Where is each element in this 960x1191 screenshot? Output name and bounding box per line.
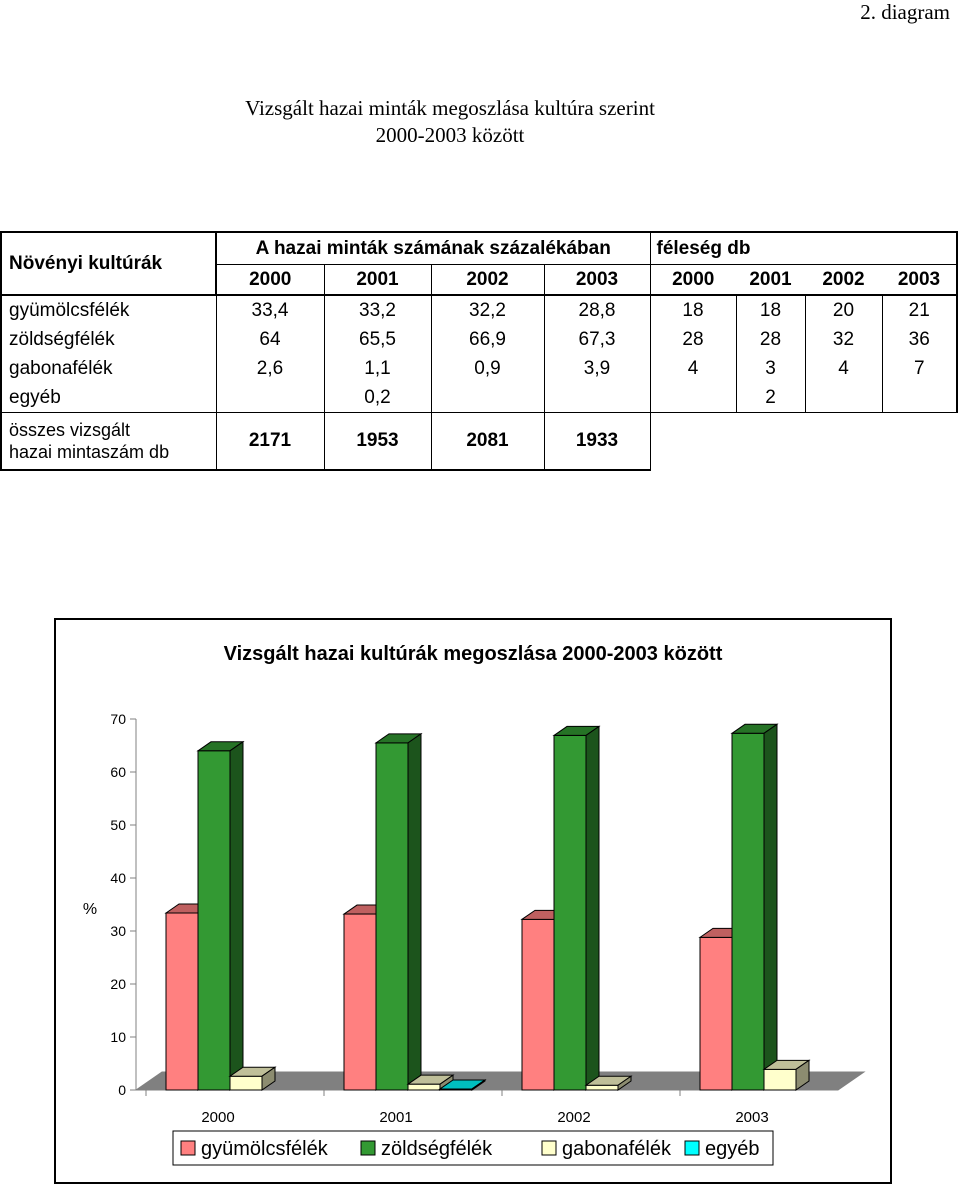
bar [522, 919, 554, 1090]
table-year-header: 2000 [216, 265, 324, 296]
table-year-header: 2001 [736, 265, 805, 296]
table-cell [216, 383, 324, 413]
table-cell: 36 [882, 325, 957, 354]
table-row-label: gabonafélék [1, 354, 216, 383]
table-row-label: egyéb [1, 383, 216, 413]
bar-side [764, 724, 777, 1090]
table-cell [431, 383, 544, 413]
table-total-label-line2: hazai mintaszám db [9, 442, 170, 462]
bar [700, 937, 732, 1090]
x-tick-label: 2000 [201, 1109, 235, 1126]
table-total-row [1, 413, 957, 471]
table-cell: 66,9 [431, 325, 544, 354]
table-cell: 7 [882, 354, 957, 383]
x-tick-label: 2001 [379, 1109, 413, 1126]
table-year-header: 2003 [544, 265, 650, 296]
legend-swatch [361, 1141, 375, 1155]
bar [408, 1084, 440, 1090]
bar [230, 1076, 262, 1090]
table-year-header: 2000 [650, 265, 736, 296]
table-row-header-label: Növényi kultúrák [1, 232, 216, 295]
table-cell [650, 383, 736, 413]
table-cell: 4 [650, 354, 736, 383]
table-row [1, 354, 957, 383]
table-row [1, 325, 957, 354]
table-year-header: 2001 [324, 265, 431, 296]
y-tick-label: 50 [110, 817, 126, 833]
bar [376, 743, 408, 1090]
table-total-label-line1: összes vizsgált [9, 420, 131, 440]
table-cell: 18 [650, 295, 736, 325]
bar-side [230, 742, 243, 1090]
x-tick-label: 2002 [557, 1109, 591, 1126]
table-cell: 3 [736, 354, 805, 383]
table-cell: 0,2 [324, 383, 431, 413]
y-tick-label: 20 [110, 976, 126, 992]
table-cell: 1,1 [324, 354, 431, 383]
chart-title: Vizsgált hazai kultúrák megoszlása 2000-2003 között [223, 643, 723, 665]
legend-swatch [542, 1141, 556, 1155]
table-group-percent-label: A hazai minták számának százalékában [216, 232, 650, 265]
page-title [0, 95, 900, 149]
bar [586, 1085, 618, 1090]
table-total-cell: 1933 [544, 413, 650, 471]
table-cell: 64 [216, 325, 324, 354]
table-cell: 21 [882, 295, 957, 325]
bar-chart [56, 620, 890, 1182]
table-row [1, 295, 957, 325]
table-cell: 18 [736, 295, 805, 325]
bar-side [586, 726, 599, 1090]
table-total-cell: 2081 [431, 413, 544, 471]
table-year-header: 2002 [431, 265, 544, 296]
table-cell: 3,9 [544, 354, 650, 383]
table-cell: 28 [650, 325, 736, 354]
data-table [0, 231, 958, 471]
table-cell [882, 383, 957, 413]
y-tick-label: 30 [110, 923, 126, 939]
legend-label: zöldségfélék [381, 1138, 493, 1160]
page-corner-label: 2. diagram [860, 0, 950, 24]
bar [554, 735, 586, 1090]
bar [344, 914, 376, 1090]
table-cell: 65,5 [324, 325, 431, 354]
chart-frame [54, 618, 892, 1184]
table-cell: 4 [805, 354, 882, 383]
y-axis-label: % [82, 901, 98, 918]
bar [198, 751, 230, 1090]
table-year-header: 2002 [805, 265, 882, 296]
y-tick-label: 10 [110, 1029, 126, 1045]
table-row-label: zöldségfélék [1, 325, 216, 354]
y-tick-label: 60 [110, 764, 126, 780]
legend-swatch [685, 1141, 699, 1155]
bar [732, 733, 764, 1090]
bar-side [408, 734, 421, 1090]
table-cell: 2 [736, 383, 805, 413]
table-cell: 0,9 [431, 354, 544, 383]
table-total-empty [650, 413, 957, 471]
table-cell: 28 [736, 325, 805, 354]
legend-label: gyümölcsfélék [201, 1138, 328, 1160]
table-cell: 32,2 [431, 295, 544, 325]
legend-label: gabonafélék [562, 1138, 671, 1160]
table-total-cell: 2171 [216, 413, 324, 471]
y-tick-label: 70 [110, 711, 126, 727]
table-cell: 20 [805, 295, 882, 325]
table-cell: 32 [805, 325, 882, 354]
table-cell: 2,6 [216, 354, 324, 383]
page-title-line1: Vizsgált hazai minták megoszlása kultúra szerint [245, 96, 655, 120]
y-tick-label: 0 [118, 1082, 126, 1098]
bar [764, 1069, 796, 1090]
table-total-label [1, 413, 216, 471]
table-cell: 33,2 [324, 295, 431, 325]
table-row [1, 383, 957, 413]
table-cell [544, 383, 650, 413]
legend-label: egyéb [705, 1138, 760, 1160]
table-cell: 33,4 [216, 295, 324, 325]
table-cell [805, 383, 882, 413]
bar [166, 913, 198, 1090]
table-year-header: 2003 [882, 265, 957, 296]
legend-swatch [181, 1141, 195, 1155]
table-group-count-label: féleség db [650, 232, 957, 265]
page-title-line2: 2000-2003 között [375, 123, 525, 147]
table-total-cell: 1953 [324, 413, 431, 471]
table-row-label: gyümölcsfélék [1, 295, 216, 325]
y-tick-label: 40 [110, 870, 126, 886]
x-tick-label: 2003 [735, 1109, 769, 1126]
table-cell: 67,3 [544, 325, 650, 354]
table-cell: 28,8 [544, 295, 650, 325]
